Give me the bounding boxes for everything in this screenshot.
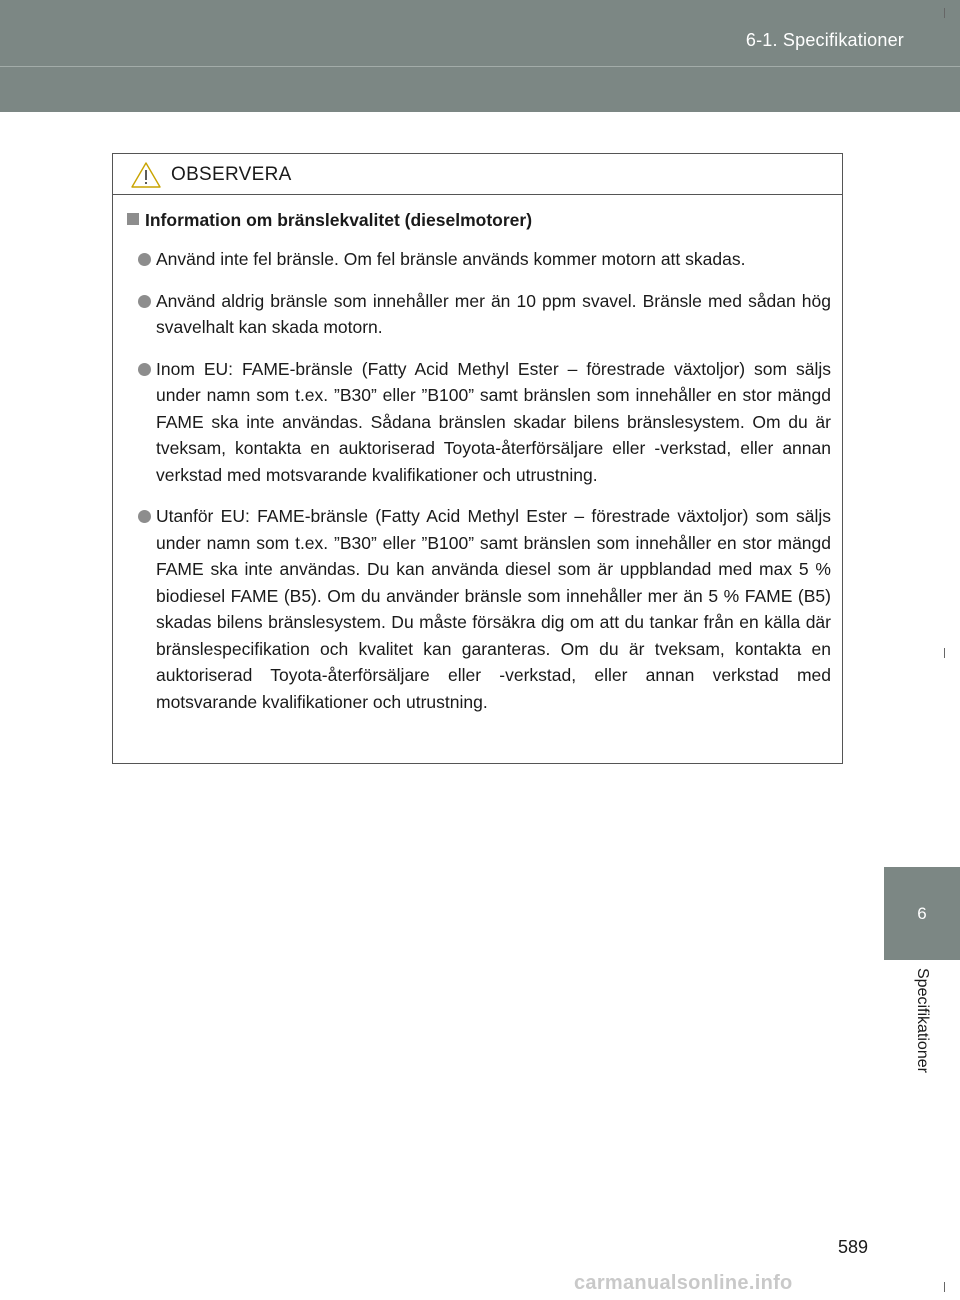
list-item-text: Inom EU: FAME-bränsle (Fatty Acid Methyl Ester – förestrade växtoljor) som säljs under namn som t.ex. ”B30” eller ”B100” samt bränslen som innehåller en stor mängd FAME ska inte användas. Sådana bränslen skadar bilens bränslesystem. Om du är tveksam, kontakta en auktoriserad Toyota-återförsäljare eller -verkstad, eller annan verkstad med motsvarande kvalifikationer och utrustning.	[156, 358, 831, 485]
section-heading-text: Information om bränslekvalitet (dieselmotorer)	[145, 210, 533, 230]
crop-mark	[944, 648, 945, 658]
header-rule	[0, 66, 960, 67]
bullet-dot-icon	[138, 510, 151, 523]
bullet-dot-icon	[138, 363, 151, 376]
section-heading	[127, 210, 532, 231]
watermark-link[interactable]: carmanualsonline.info	[574, 1272, 793, 1294]
crop-mark	[944, 8, 945, 18]
list-item	[127, 356, 831, 489]
chapter-label: Specifikationer	[914, 968, 931, 1073]
list-item	[127, 503, 831, 715]
crop-mark	[944, 1282, 945, 1292]
square-bullet-icon	[127, 213, 139, 225]
list-item-text: Använd inte fel bränsle. Om fel bränsle används kommer motorn att skadas.	[156, 249, 746, 269]
chapter-label-area	[884, 960, 960, 1120]
caution-header	[113, 154, 842, 195]
chapter-tab[interactable]	[884, 867, 960, 960]
page-number: 589	[838, 1237, 869, 1257]
bullet-list	[127, 246, 831, 730]
header-band	[0, 0, 960, 112]
list-item-text: Utanför EU: FAME-bränsle (Fatty Acid Methyl Ester – förestrade växtoljor) som säljs under namn som t.ex. ”B30” eller ”B100” samt bränslen som innehåller en stor mängd FAME ska inte användas. Du kan använda diesel som är uppblandad med max 5 % biodiesel FAME (B5). Om du använder bränsle som innehåller mer än 5 % FAME (B5) skadas bilens bränslesystem. Du måste försäkra dig om att du tankar från en källa där bränslespecifikation och kvalitet kan garanteras. Om du är tveksam, kontakta en auktoriserad Toyota-återförsäljare eller -verkstad, eller annan verkstad med motsvarande kvalifikationer och utrustning.	[156, 506, 831, 712]
list-item	[127, 288, 831, 341]
chapter-number: 6	[917, 904, 927, 923]
warning-triangle-icon	[131, 162, 161, 188]
caution-title: OBSERVERA	[171, 164, 292, 185]
bullet-dot-icon	[138, 295, 151, 308]
bullet-dot-icon	[138, 253, 151, 266]
list-item	[127, 246, 831, 273]
caution-box	[112, 153, 843, 764]
list-item-text: Använd aldrig bränsle som innehåller mer än 10 ppm svavel. Bränsle med sådan hög svavelhalt kan skada motorn.	[156, 290, 831, 337]
section-title: 6-1. Specifikationer	[745, 30, 904, 50]
